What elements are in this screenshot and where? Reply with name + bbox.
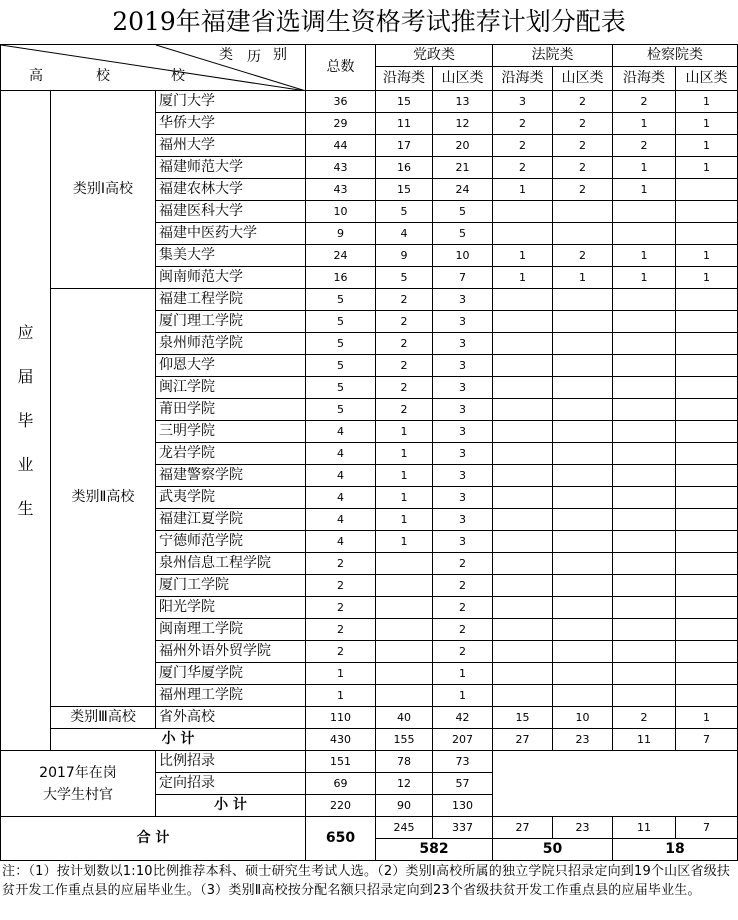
- value-cell: 1: [432, 684, 493, 707]
- yingjie-char: 业: [17, 454, 34, 474]
- value-cell: 3: [432, 464, 493, 487]
- school-name: 泉州信息工程学院: [155, 552, 306, 575]
- value-cell: [552, 420, 613, 443]
- subtotal-value: 155: [375, 728, 433, 751]
- value-cell: 16: [375, 156, 433, 179]
- value-cell: [675, 662, 738, 685]
- school-name: 厦门理工学院: [155, 310, 306, 333]
- value-cell: [675, 530, 738, 553]
- value-cell: [675, 222, 738, 245]
- value-cell: [552, 376, 613, 399]
- grand-total-value: 650: [305, 816, 376, 861]
- value-cell: [552, 618, 613, 641]
- value-cell: 5: [375, 200, 433, 223]
- header-sub: 沿海类: [375, 66, 433, 91]
- value-cell: [612, 420, 676, 443]
- value-cell: [675, 508, 738, 531]
- value-cell: 21: [432, 156, 493, 179]
- value-cell: 3: [492, 90, 553, 113]
- total-cell: 4: [305, 530, 376, 553]
- value-cell: [552, 552, 613, 575]
- value-cell: [552, 596, 613, 619]
- value-cell: 2: [552, 156, 613, 179]
- value-cell: [552, 530, 613, 553]
- school-name: 仰恩大学: [155, 354, 306, 377]
- value-cell: [675, 618, 738, 641]
- value-cell: [675, 552, 738, 575]
- total-cell: 43: [305, 156, 376, 179]
- value-cell: 90: [375, 794, 433, 817]
- value-cell: [492, 376, 553, 399]
- cunguan-subtotal-total: 220: [305, 794, 376, 817]
- value-cell: [612, 288, 676, 311]
- school-name: 厦门大学: [155, 90, 306, 113]
- value-cell: [492, 618, 553, 641]
- value-cell: 2: [552, 90, 613, 113]
- value-cell: [612, 662, 676, 685]
- value-cell: [675, 354, 738, 377]
- yingjie-char: 应: [17, 322, 34, 342]
- total-cell: 2: [305, 640, 376, 663]
- grand-group-fayuan: 50: [492, 838, 613, 861]
- header-group-jianchayuan: 检察院类: [612, 44, 738, 67]
- value-cell: [612, 618, 676, 641]
- value-cell: 3: [432, 354, 493, 377]
- value-cell: 1: [675, 90, 738, 113]
- value-cell: 2: [492, 112, 553, 135]
- value-cell: 57: [432, 772, 493, 795]
- school-name: 闽江学院: [155, 376, 306, 399]
- cunguan-label-line: 2017年在岗: [39, 764, 117, 781]
- value-cell: 2: [612, 134, 676, 157]
- value-cell: 2: [375, 310, 433, 333]
- value-cell: 2: [552, 112, 613, 135]
- value-cell: 2: [432, 552, 493, 575]
- header-group-fayuan: 法院类: [492, 44, 613, 67]
- value-cell: [612, 684, 676, 707]
- school-name: 阳光学院: [155, 596, 306, 619]
- corner-label-xiao2: 校: [171, 68, 185, 84]
- value-cell: [492, 332, 553, 355]
- grand-total-label: 合 计: [0, 816, 306, 861]
- value-cell: [552, 310, 613, 333]
- total-cell: 1: [305, 662, 376, 685]
- total-cell: 4: [305, 486, 376, 509]
- value-cell: [552, 288, 613, 311]
- value-cell: [675, 310, 738, 333]
- corner-label-li: 历: [247, 49, 261, 65]
- empty-block: [492, 750, 738, 817]
- value-cell: 2: [432, 574, 493, 597]
- grand-group-jianchayuan: 18: [612, 838, 738, 861]
- value-cell: [612, 486, 676, 509]
- value-cell: [612, 530, 676, 553]
- value-cell: [675, 640, 738, 663]
- value-cell: [552, 508, 613, 531]
- school-name: 厦门工学院: [155, 574, 306, 597]
- yingjie-char: 生: [17, 498, 34, 518]
- value-cell: [552, 200, 613, 223]
- subtotal-total: 430: [305, 728, 376, 751]
- value-cell: 3: [432, 288, 493, 311]
- school-name: 三明学院: [155, 420, 306, 443]
- value-cell: 1: [675, 112, 738, 135]
- value-cell: 78: [375, 750, 433, 773]
- school-name: 泉州师范学院: [155, 332, 306, 355]
- value-cell: [492, 530, 553, 553]
- total-cell: 5: [305, 288, 376, 311]
- school-name: 福建警察学院: [155, 464, 306, 487]
- value-cell: 5: [432, 222, 493, 245]
- school-name: 福建工程学院: [155, 288, 306, 311]
- value-cell: [612, 596, 676, 619]
- school-name: 集美大学: [155, 244, 306, 267]
- value-cell: [612, 552, 676, 575]
- cunguan-label-line: 大学生村官: [43, 786, 113, 803]
- value-cell: 5: [375, 266, 433, 289]
- category-1-label: 类别Ⅰ高校: [50, 90, 156, 289]
- value-cell: 1: [612, 112, 676, 135]
- school-name: 福州外语外贸学院: [155, 640, 306, 663]
- grand-value: 23: [552, 816, 613, 839]
- school-name: 福建师范大学: [155, 156, 306, 179]
- value-cell: 12: [432, 112, 493, 135]
- value-cell: 3: [432, 486, 493, 509]
- value-cell: [675, 200, 738, 223]
- value-cell: 2: [375, 354, 433, 377]
- value-cell: 42: [432, 706, 493, 729]
- cunguan-row-name: 定向招录: [155, 772, 306, 795]
- value-cell: [375, 684, 433, 707]
- total-cell: 36: [305, 90, 376, 113]
- value-cell: 3: [432, 420, 493, 443]
- school-name: 莆田学院: [155, 398, 306, 421]
- header-sub: 山区类: [675, 66, 738, 91]
- header-sub: 沿海类: [612, 66, 676, 91]
- value-cell: 130: [432, 794, 493, 817]
- cunguan-total: 69: [305, 772, 376, 795]
- grand-group-dangzheng: 582: [375, 838, 493, 861]
- cunguan-subtotal-label: 小 计: [155, 794, 306, 817]
- value-cell: 1: [675, 156, 738, 179]
- school-name: 华侨大学: [155, 112, 306, 135]
- value-cell: 20: [432, 134, 493, 157]
- value-cell: [552, 354, 613, 377]
- value-cell: 2: [552, 134, 613, 157]
- header-corner: [0, 44, 306, 91]
- value-cell: 1: [375, 530, 433, 553]
- value-cell: [492, 442, 553, 465]
- value-cell: 2: [612, 706, 676, 729]
- header-sub: 山区类: [432, 66, 493, 91]
- total-cell: 16: [305, 266, 376, 289]
- yingjie-char: 届: [17, 366, 34, 386]
- value-cell: [492, 684, 553, 707]
- total-cell: 10: [305, 200, 376, 223]
- school-name: 龙岩学院: [155, 442, 306, 465]
- value-cell: [492, 486, 553, 509]
- total-cell: 2: [305, 618, 376, 641]
- value-cell: [612, 376, 676, 399]
- value-cell: [675, 398, 738, 421]
- value-cell: [492, 310, 553, 333]
- corner-label-bie: 别: [273, 47, 287, 63]
- grand-value: 11: [612, 816, 676, 839]
- total-cell: 4: [305, 508, 376, 531]
- subtotal-value: 27: [492, 728, 553, 751]
- school-name: 福建农林大学: [155, 178, 306, 201]
- value-cell: [492, 464, 553, 487]
- footnote: 注：（1）按计划数以1:10比例推荐本科、硕士研究生考试人选。（2）类别Ⅰ高校所属的独立学院只招录定向到19个山区省级扶贫开发工作重点县的应届毕业生。（3）类别Ⅱ高校按分配名额只招录定向到23个省级扶贫开发工作重点县的应届毕业生。: [2, 864, 731, 898]
- value-cell: [492, 398, 553, 421]
- value-cell: [552, 222, 613, 245]
- value-cell: [492, 420, 553, 443]
- value-cell: 2: [492, 156, 553, 179]
- value-cell: 4: [375, 222, 433, 245]
- value-cell: 2: [432, 618, 493, 641]
- total-cell: 2: [305, 574, 376, 597]
- value-cell: 2: [375, 398, 433, 421]
- value-cell: 1: [375, 420, 433, 443]
- value-cell: 3: [432, 398, 493, 421]
- value-cell: [375, 552, 433, 575]
- subtotal-value: 207: [432, 728, 493, 751]
- school-name: 省外高校: [155, 706, 306, 729]
- value-cell: [675, 486, 738, 509]
- value-cell: 2: [492, 134, 553, 157]
- value-cell: 3: [432, 442, 493, 465]
- value-cell: 1: [675, 134, 738, 157]
- total-cell: 110: [305, 706, 376, 729]
- value-cell: 2: [552, 244, 613, 267]
- value-cell: 5: [432, 200, 493, 223]
- grand-value: 7: [675, 816, 738, 839]
- value-cell: [552, 398, 613, 421]
- total-cell: 2: [305, 552, 376, 575]
- value-cell: 9: [375, 244, 433, 267]
- value-cell: [552, 662, 613, 685]
- total-cell: 5: [305, 398, 376, 421]
- cunguan-total: 151: [305, 750, 376, 773]
- value-cell: [612, 508, 676, 531]
- value-cell: [675, 332, 738, 355]
- cunguan-row-name: 比例招录: [155, 750, 306, 773]
- value-cell: 1: [492, 266, 553, 289]
- school-name: 福建江夏学院: [155, 508, 306, 531]
- school-name: 福州理工学院: [155, 684, 306, 707]
- school-name: 闽南师范大学: [155, 266, 306, 289]
- value-cell: [492, 596, 553, 619]
- yingjie-label: [0, 90, 51, 751]
- subtotal-value: 11: [612, 728, 676, 751]
- value-cell: 3: [432, 310, 493, 333]
- subtotal-value: 7: [675, 728, 738, 751]
- total-cell: 5: [305, 376, 376, 399]
- value-cell: [552, 640, 613, 663]
- value-cell: 2: [612, 90, 676, 113]
- value-cell: [552, 574, 613, 597]
- value-cell: 40: [375, 706, 433, 729]
- yingjie-char: 毕: [17, 410, 34, 430]
- total-cell: 29: [305, 112, 376, 135]
- value-cell: [375, 596, 433, 619]
- value-cell: [675, 684, 738, 707]
- value-cell: [675, 288, 738, 311]
- value-cell: 15: [375, 178, 433, 201]
- value-cell: 1: [675, 266, 738, 289]
- value-cell: [675, 596, 738, 619]
- value-cell: [375, 640, 433, 663]
- value-cell: 3: [432, 332, 493, 355]
- value-cell: [612, 574, 676, 597]
- corner-label-lei: 类: [219, 47, 233, 63]
- value-cell: [612, 442, 676, 465]
- value-cell: 2: [432, 640, 493, 663]
- header-sub: 沿海类: [492, 66, 553, 91]
- total-cell: 5: [305, 310, 376, 333]
- value-cell: [612, 464, 676, 487]
- subtotal-label: 小 计: [50, 728, 306, 751]
- value-cell: 2: [375, 376, 433, 399]
- total-cell: 44: [305, 134, 376, 157]
- value-cell: 1: [375, 464, 433, 487]
- value-cell: 2: [552, 178, 613, 201]
- value-cell: 2: [375, 288, 433, 311]
- value-cell: [492, 662, 553, 685]
- value-cell: [612, 200, 676, 223]
- total-cell: 5: [305, 332, 376, 355]
- grand-value: 337: [432, 816, 493, 839]
- value-cell: 2: [375, 332, 433, 355]
- value-cell: [675, 464, 738, 487]
- value-cell: [492, 640, 553, 663]
- value-cell: [612, 398, 676, 421]
- total-cell: 43: [305, 178, 376, 201]
- value-cell: 1: [612, 156, 676, 179]
- value-cell: [552, 332, 613, 355]
- value-cell: [375, 662, 433, 685]
- value-cell: 11: [375, 112, 433, 135]
- category-3-label: 类别Ⅲ高校: [50, 706, 156, 729]
- value-cell: [675, 574, 738, 597]
- value-cell: 1: [492, 244, 553, 267]
- value-cell: 24: [432, 178, 493, 201]
- total-cell: 1: [305, 684, 376, 707]
- value-cell: 1: [612, 266, 676, 289]
- value-cell: [675, 420, 738, 443]
- grand-value: 27: [492, 816, 553, 839]
- school-name: 厦门华厦学院: [155, 662, 306, 685]
- value-cell: [552, 442, 613, 465]
- value-cell: [552, 464, 613, 487]
- value-cell: [675, 178, 738, 201]
- value-cell: 1: [675, 244, 738, 267]
- value-cell: [612, 354, 676, 377]
- corner-label-gao: 高: [29, 68, 43, 84]
- value-cell: 1: [612, 244, 676, 267]
- total-cell: 4: [305, 464, 376, 487]
- total-cell: 5: [305, 354, 376, 377]
- allocation-table: [0, 44, 738, 858]
- value-cell: [612, 332, 676, 355]
- value-cell: 10: [552, 706, 613, 729]
- school-name: 宁德师范学院: [155, 530, 306, 553]
- total-cell: 24: [305, 244, 376, 267]
- value-cell: 10: [432, 244, 493, 267]
- value-cell: [675, 442, 738, 465]
- value-cell: 1: [375, 486, 433, 509]
- header-total: 总数: [305, 44, 376, 91]
- value-cell: [375, 574, 433, 597]
- total-cell: 9: [305, 222, 376, 245]
- school-name: 闽南理工学院: [155, 618, 306, 641]
- value-cell: [492, 200, 553, 223]
- school-name: 福建医科大学: [155, 200, 306, 223]
- total-cell: 4: [305, 420, 376, 443]
- value-cell: [492, 354, 553, 377]
- value-cell: [675, 376, 738, 399]
- value-cell: 3: [432, 508, 493, 531]
- value-cell: [612, 222, 676, 245]
- value-cell: 15: [375, 90, 433, 113]
- value-cell: 1: [675, 706, 738, 729]
- value-cell: 1: [552, 266, 613, 289]
- value-cell: 12: [375, 772, 433, 795]
- value-cell: [375, 618, 433, 641]
- value-cell: 3: [432, 376, 493, 399]
- value-cell: [492, 508, 553, 531]
- page-title: 2019年福建省选调生资格考试推荐计划分配表: [112, 7, 626, 36]
- value-cell: [552, 684, 613, 707]
- value-cell: [492, 222, 553, 245]
- value-cell: 1: [492, 178, 553, 201]
- grand-value: 245: [375, 816, 433, 839]
- value-cell: [612, 640, 676, 663]
- value-cell: 1: [432, 662, 493, 685]
- cunguan-label: [0, 750, 156, 817]
- value-cell: 1: [375, 442, 433, 465]
- header-group-dangzheng: 党政类: [375, 44, 493, 67]
- value-cell: 15: [492, 706, 553, 729]
- value-cell: 1: [612, 178, 676, 201]
- value-cell: 17: [375, 134, 433, 157]
- school-name: 武夷学院: [155, 486, 306, 509]
- value-cell: [492, 574, 553, 597]
- total-cell: 4: [305, 442, 376, 465]
- value-cell: 13: [432, 90, 493, 113]
- value-cell: 3: [432, 530, 493, 553]
- value-cell: [492, 552, 553, 575]
- header-sub: 山区类: [552, 66, 613, 91]
- value-cell: 2: [432, 596, 493, 619]
- value-cell: [612, 310, 676, 333]
- school-name: 福建中医药大学: [155, 222, 306, 245]
- value-cell: 73: [432, 750, 493, 773]
- corner-label-xiao: 校: [96, 68, 110, 84]
- school-name: 福州大学: [155, 134, 306, 157]
- value-cell: [492, 288, 553, 311]
- total-cell: 2: [305, 596, 376, 619]
- category-2-label: 类别Ⅱ高校: [50, 288, 156, 707]
- subtotal-value: 23: [552, 728, 613, 751]
- value-cell: 7: [432, 266, 493, 289]
- value-cell: 1: [375, 508, 433, 531]
- value-cell: [552, 486, 613, 509]
